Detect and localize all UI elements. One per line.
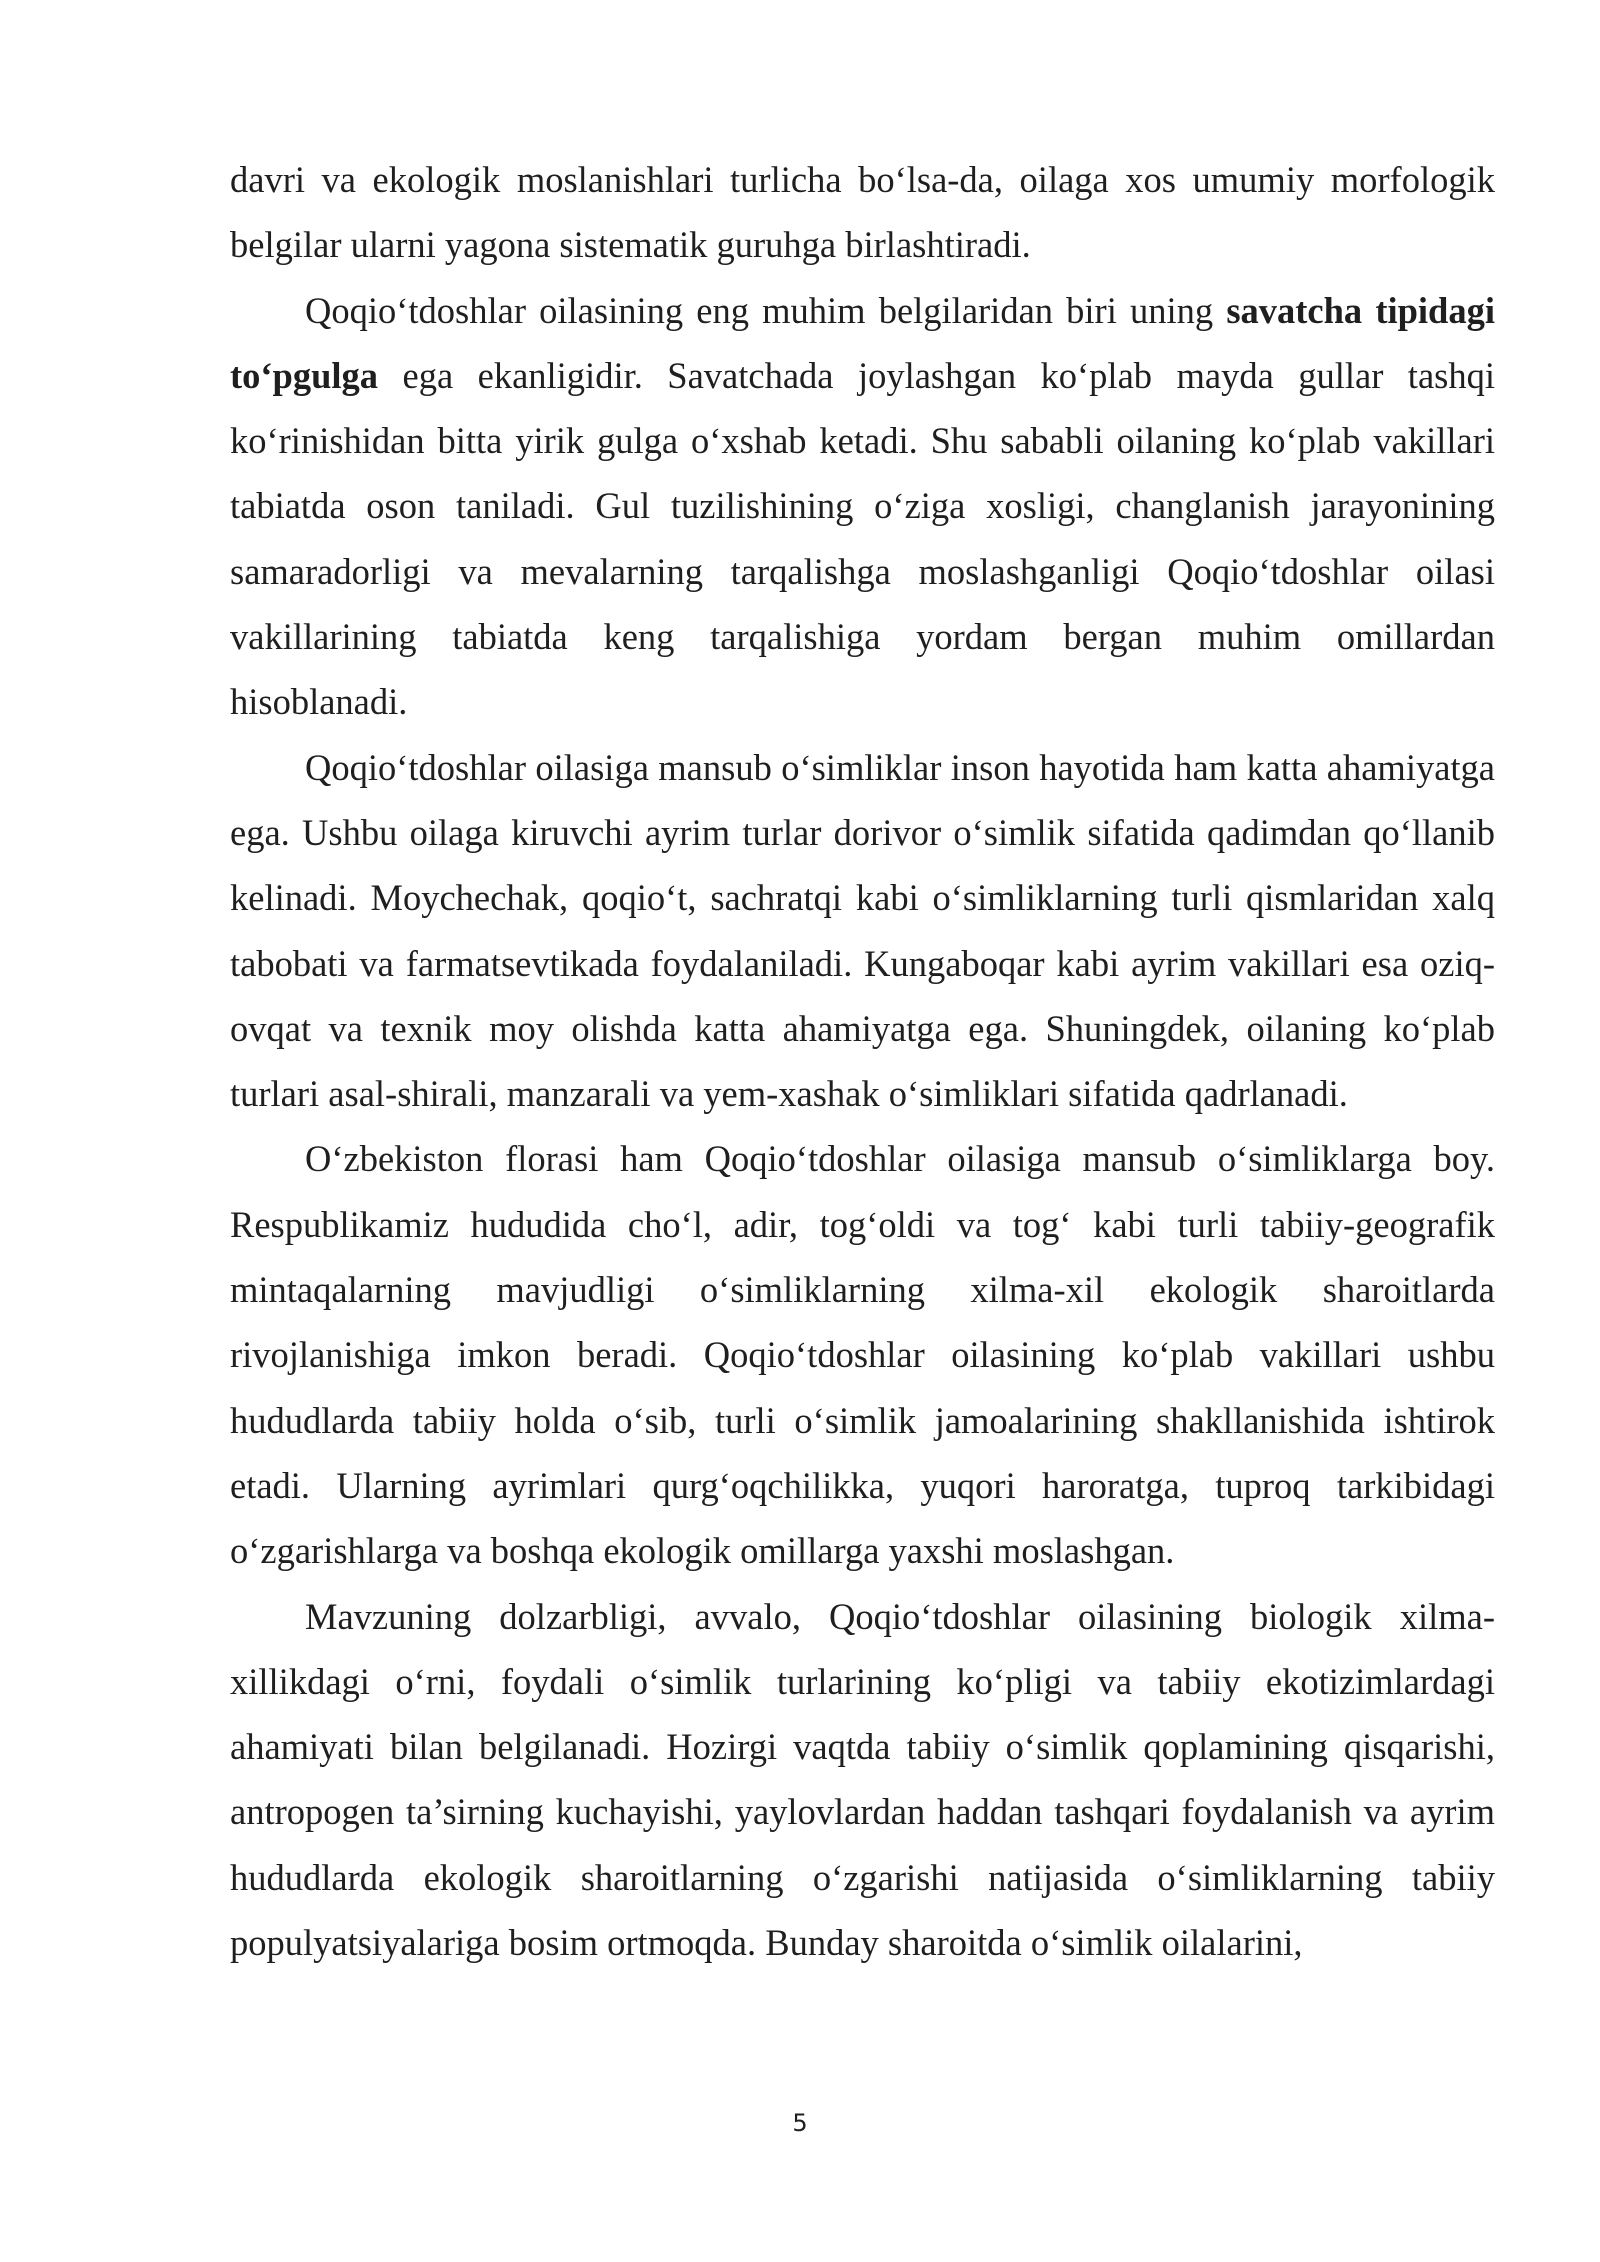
paragraph [230, 147, 1495, 278]
bold-text: savatcha tipidagi to‘pgulga [230, 289, 1496, 396]
document-body [230, 147, 1495, 1975]
page-number: 5 [792, 2109, 808, 2137]
text-run: Qoqio‘tdoshlar oilasining eng muhim belgilaridan biri uning [305, 289, 1227, 331]
text-run: Mavzuning dolzarbligi, avvalo, Qoqio‘tdoshlar oilasining biologik xilma-xillikdagi o‘rni, foydali o‘simlik turlarining ko‘pligi va tabiiy ekotizimlardagi ahamiyati bilan belgilanadi. Hozirgi vaqtda tabiiy o‘simlik qoplamining qisqarishi, antropogen ta’sirning kuchayishi, yaylovlardan haddan tashqari foydalanish va ayrim hududlarda ekologik sharoitlarning o‘zgarishi natijasida o‘simliklarning tabiiy populyatsiyalariga bosim ortmoqda. Bunday sharoitda o‘simlik oilalarini, [230, 1595, 1495, 1964]
paragraph [230, 735, 1495, 1127]
paragraph [230, 1126, 1495, 1583]
paragraph [230, 1584, 1495, 1976]
paragraph [230, 278, 1495, 735]
text-run: ega ekanligidir. Savatchada joylashgan ko‘plab mayda gullar tashqi ko‘rinishidan bitta yirik gulga o‘xshab ketadi. Shu sababli oilaning ko‘plab vakillari tabiatda oson taniladi. Gul tuzilishining o‘ziga xosligi, changlanish jarayonining samaradorligi va mevalarning tarqalishga moslashganligi Qoqio‘tdoshlar oilasi vakillarining tabiatda keng tarqalishiga yordam bergan muhim omillardan hisoblanadi. [230, 354, 1495, 723]
text-run: O‘zbekiston florasi ham Qoqio‘tdoshlar oilasiga mansub o‘simliklarga boy. Respublikamiz hududida cho‘l, adir, tog‘oldi va tog‘ kabi turli tabiiy-geografik mintaqalarning mavjudligi o‘simliklarning xilma-xil ekologik sharoitlarda rivojlanishiga imkon beradi. Qoqio‘tdoshlar oilasining ko‘plab vakillari ushbu hududlarda tabiiy holda o‘sib, turli o‘simlik jamoalarining shakllanishida ishtirok etadi. Ularning ayrimlari qurg‘oqchilikka, yuqori haroratga, tuproq tarkibidagi o‘zgarishlarga va boshqa ekologik omillarga yaxshi moslashgan. [230, 1138, 1495, 1572]
text-run: Qoqio‘tdoshlar oilasiga mansub o‘simliklar inson hayotida ham katta ahamiyatga ega. Ushbu oilaga kiruvchi ayrim turlar dorivor o‘simlik sifatida qadimdan qo‘llanib kelinadi. Moychechak, qoqio‘t, sachratqi kabi o‘simliklarning turli qismlaridan xalq tabobati va farmatsevtikada foydalaniladi. Kungaboqar kabi ayrim vakillari esa oziq-ovqat va texnik moy olishda katta ahamiyatga ega. Shuningdek, oilaning ko‘plab turlari asal-shirali, manzarali va yem-xashak o‘simliklari sifatida qadrlanadi. [230, 746, 1495, 1115]
text-run: davri va ekologik moslanishlari turlicha bo‘lsa-da, oilaga xos umumiy morfologik belgilar ularni yagona sistematik guruhga birlashtiradi. [230, 159, 1495, 266]
